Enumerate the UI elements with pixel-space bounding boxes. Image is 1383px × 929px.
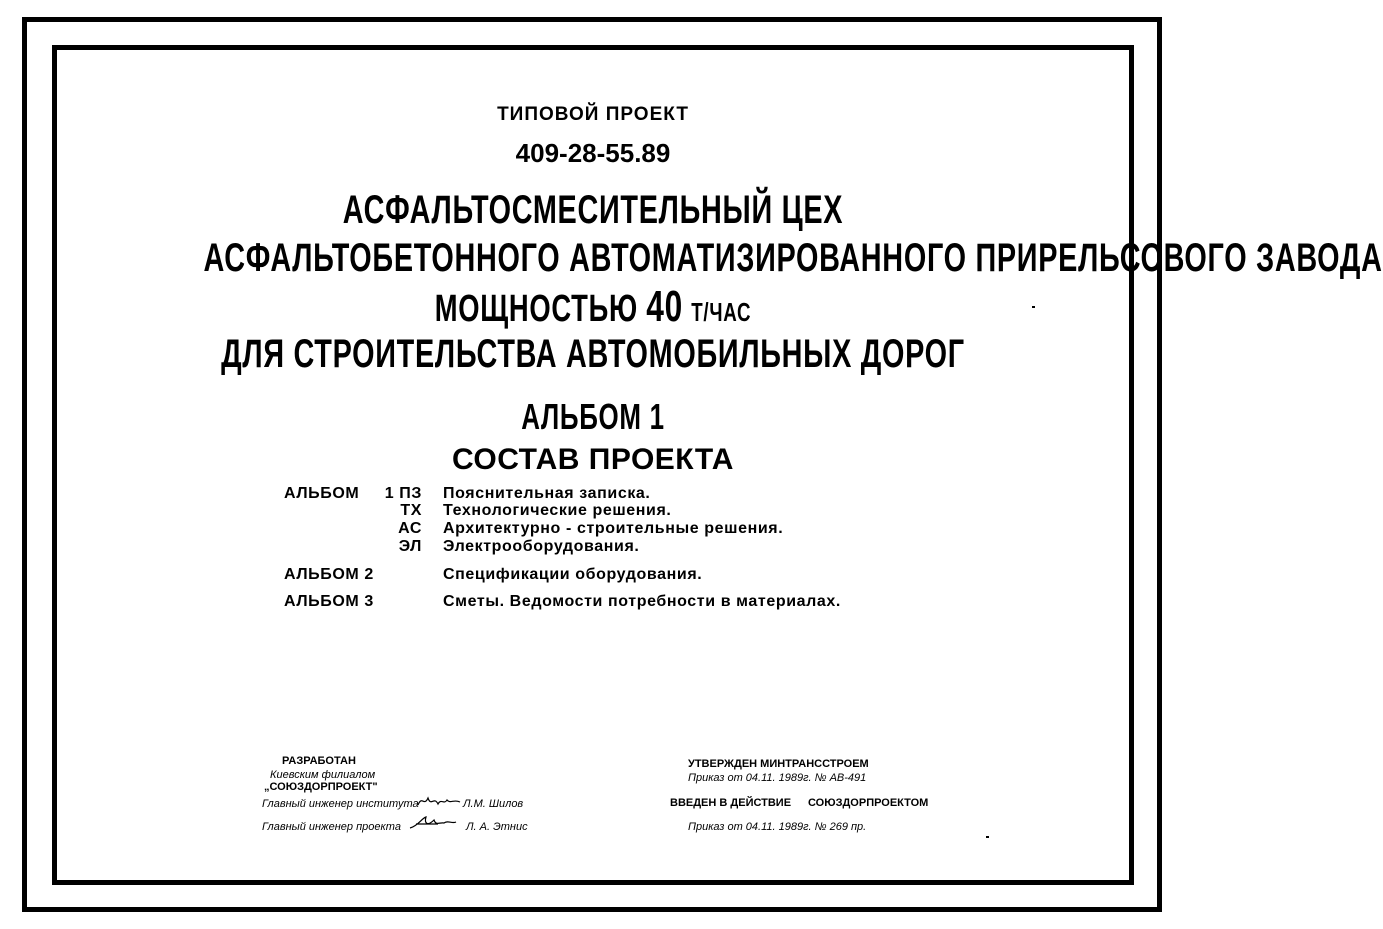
- chief-institute-name: Л.М. Шилов: [463, 798, 524, 810]
- composition-description: Сметы. Ведомости потребности в материалах.: [443, 593, 841, 610]
- developer-line2: „СОЮЗДОРПРОЕКТ": [264, 781, 378, 793]
- speck: [1032, 306, 1035, 308]
- composition-code: ЭЛ: [398, 538, 422, 555]
- composition-heading: СОСТАВ ПРОЕКТА: [452, 443, 734, 476]
- chief-project-name: Л. А. Этнис: [466, 821, 528, 833]
- composition-code: АС: [398, 520, 422, 537]
- composition-code: ТХ: [400, 502, 422, 519]
- composition-album-label: АЛЬБОМ 3: [284, 593, 374, 610]
- signature-shilov-icon: [416, 793, 462, 809]
- capacity-unit: Т/ЧАС: [691, 297, 752, 327]
- document-type: ТИПОВОЙ ПРОЕКТ: [497, 104, 689, 125]
- composition-description: Пояснительная записка.: [443, 485, 651, 502]
- title-line-4: ДЛЯ СТРОИТЕЛЬСТВА АВТОМОБИЛЬНЫХ ДОРОГ: [221, 332, 965, 376]
- introduced-label: ВВЕДЕН В ДЕЙСТВИЕ: [670, 797, 792, 809]
- composition-album-label: АЛЬБОМ 2: [284, 566, 374, 583]
- album-title: АЛЬБОМ 1: [521, 396, 665, 437]
- composition-album-label: АЛЬБОМ: [284, 485, 360, 502]
- composition-description: Технологические решения.: [443, 502, 672, 519]
- developer-heading: РАЗРАБОТАН: [282, 755, 356, 767]
- title-line-2: АСФАЛЬТОБЕТОННОГО АВТОМАТИЗИРОВАННОГО ПРИРЕЛЬСОВОГО ЗАВОДА: [203, 236, 1383, 280]
- signature-etnis-icon: [408, 814, 458, 832]
- title-line-3: [203, 282, 982, 332]
- composition-description: Архитектурно - строительные решения.: [443, 520, 784, 537]
- composition-description: Электрооборудования.: [443, 538, 640, 555]
- approval-order-1: Приказ от 04.11. 1989г. № АВ-491: [688, 772, 867, 784]
- approved-by: УТВЕРЖДЕН МИНТРАНССТРОЕМ: [688, 758, 869, 770]
- project-code: 409-28-55.89: [515, 138, 671, 168]
- approval-order-2: Приказ от 04.11. 1989г. № 269 пр.: [688, 821, 867, 833]
- developer-line1: Киевским филиалом: [270, 769, 376, 781]
- composition-code: 1 ПЗ: [384, 485, 422, 502]
- capacity-prefix: МОЩНОСТЬЮ: [434, 288, 638, 330]
- chief-project-label: Главный инженер проекта: [262, 821, 401, 833]
- chief-institute-label: Главный инженер института: [262, 798, 419, 810]
- capacity-value: 40: [646, 282, 683, 331]
- title-line-1: АСФАЛЬТОСМЕСИТЕЛЬНЫЙ ЦЕХ: [342, 188, 844, 232]
- composition-description: Спецификации оборудования.: [443, 566, 703, 583]
- speck: [986, 836, 989, 838]
- introduced-by: СОЮЗДОРПРОЕКТОМ: [808, 797, 929, 809]
